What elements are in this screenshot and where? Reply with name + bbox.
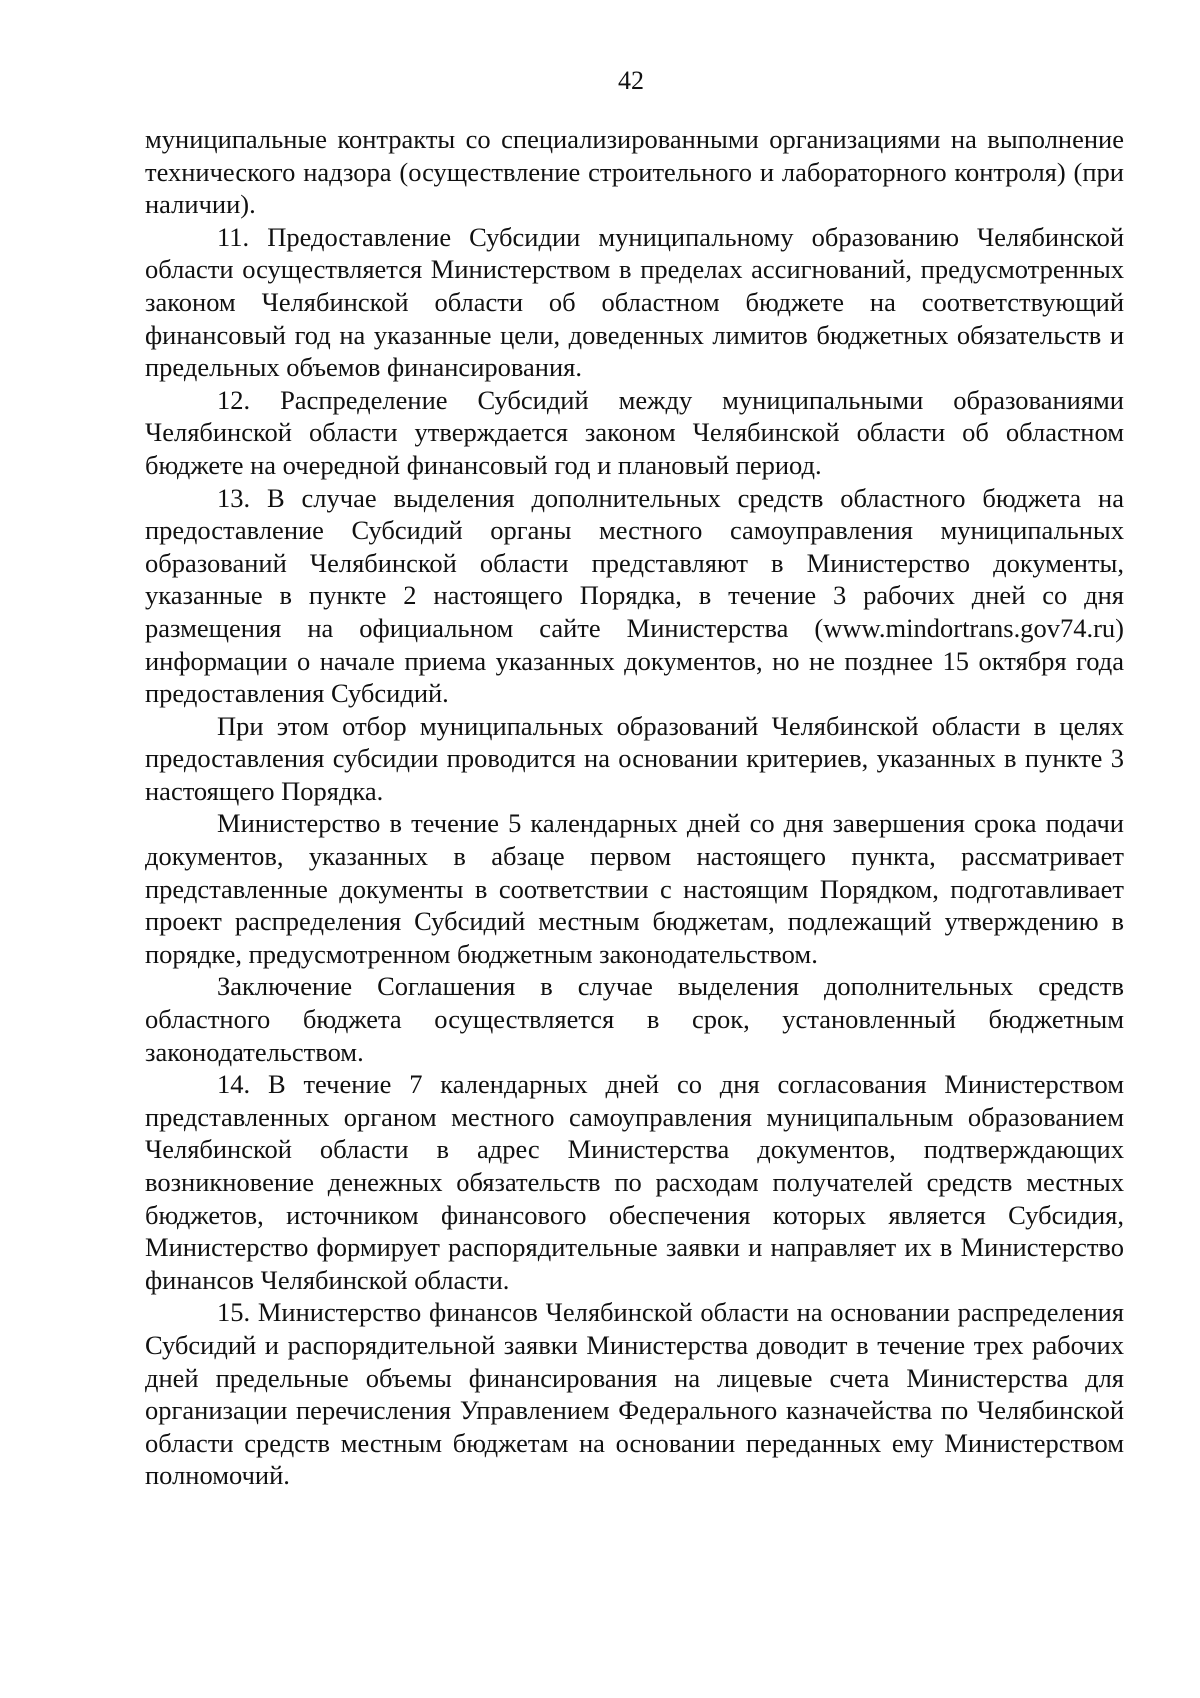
paragraph-item-13-agreement: Заключение Соглашения в случае выделения дополнительных средств областного бюджета осуществляется в срок, установленный бюджетным законодательством. xyxy=(145,971,1124,1067)
paragraph-item-12: 12. Распределение Субсидий между муниципальными образованиями Челябинской области утверждается законом Челябинской области об областном бюджете на очередной финансовый год и плановый период. xyxy=(145,384,1124,480)
paragraph-continuation: муниципальные контракты со специализированными организациями на выполнение технического надзора (осуществление строительного и лабораторного контроля) (при наличии). xyxy=(145,124,1124,220)
paragraph-item-14: 14. В течение 7 календарных дней со дня согласования Министерством представленных органом местного самоуправления муниципальным образованием Челябинской области в адрес Министерства документов, подтверждающих возникновение денежных обязательств по расходам получателей средств местных бюджетов, источником финансового обеспечения которых является Субсидия, Министерство формирует распорядительные заявки и направляет их в Министерство финансов Челябинской области. xyxy=(145,1069,1124,1295)
paragraph-item-11: 11. Предоставление Субсидии муниципальному образованию Челябинской области осуществляется Министерством в пределах ассигнований, предусмотренных законом Челябинской области об областном бюджете на соответствующий финансовый год на указанные цели, доведенных лимитов бюджетных обязательств и предельных объемов финансирования. xyxy=(145,221,1124,383)
paragraph-item-15: 15. Министерство финансов Челябинской области на основании распределения Субсидий и распорядительной заявки Министерства доводит в течение трех рабочих дней предельные объемы финансирования на лицевые счета Министерства для организации перечисления Управлением Федерального казначейства по Челябинской области средств местным бюджетам на основании переданных ему Министерством полномочий. xyxy=(145,1297,1124,1491)
document-body xyxy=(145,123,1124,1492)
paragraph-item-13: 13. В случае выделения дополнительных средств областного бюджета на предоставление Субсидий органы местного самоуправления муниципальных образований Челябинской области представляют в Министерство документы, указанные в пункте 2 настоящего Порядка, в течение 3 рабочих дней со дня размещения на официальном сайте Министерства (www.mindortrans.gov74.ru) информации о начале приема указанных документов, но не позднее 15 октября года предоставления Субсидий. xyxy=(145,482,1124,709)
page-number: 42 xyxy=(618,66,644,95)
paragraph-item-13-selection: При этом отбор муниципальных образований Челябинской области в целях предоставления субсидии проводится на основании критериев, указанных в пункте 3 настоящего Порядка. xyxy=(145,710,1124,806)
paragraph-item-13-review: Министерство в течение 5 календарных дней со дня завершения срока подачи документов, указанных в абзаце первом настоящего пункта, рассматривает представленные документы в соответствии с настоящим Порядком, подготавливает проект распределения Субсидий местным бюджетам, подлежащий утверждению в порядке, предусмотренном бюджетным законодательством. xyxy=(145,808,1124,969)
